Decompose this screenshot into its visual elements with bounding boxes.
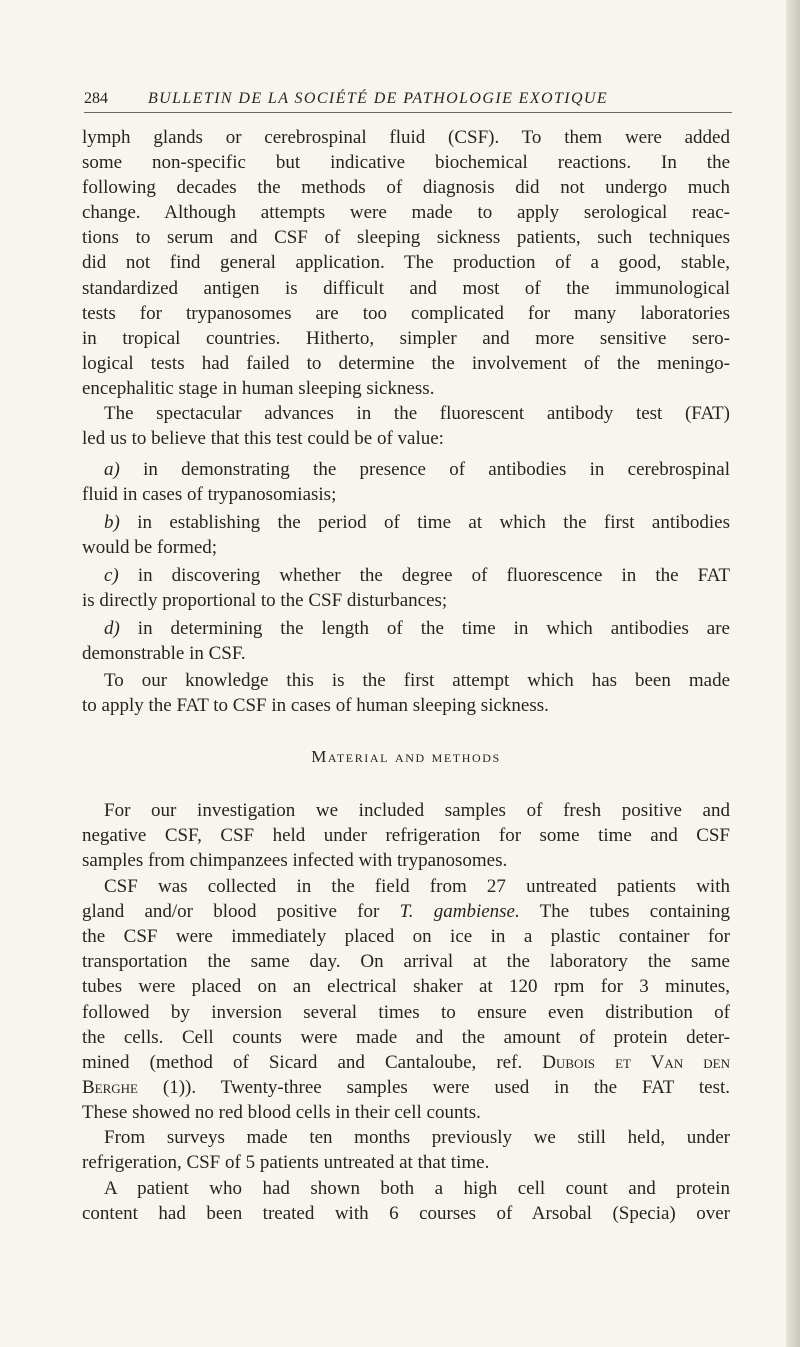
text-line: standardized antigen is difficult and most of the immunological: [82, 278, 730, 299]
list-text: in demonstrating the presence of antibodies in cerebrospinal: [119, 459, 730, 480]
list-marker: b): [104, 512, 120, 533]
text-line: [82, 899, 730, 925]
list-item-b: [104, 510, 730, 536]
text-run: gland and/or blood positive for: [82, 901, 400, 922]
text-run: (1)). Twenty-three samples were used in the FAT test.: [138, 1077, 730, 1098]
section-heading: Material and methods: [311, 747, 501, 766]
text-line: did not find general application. The production of a good, stable,: [82, 252, 730, 273]
text-line: tubes were placed on an electrical shaker at 120 rpm for 3 minutes,: [82, 976, 730, 997]
list-item-a: [104, 457, 730, 483]
text-line: following decades the methods of diagnosis did not undergo much: [82, 177, 730, 198]
page-header: [84, 86, 732, 113]
text-line: To our knowledge this is the first attempt which has been made: [104, 670, 730, 691]
text-line: The spectacular advances in the fluorescent antibody test (FAT): [104, 403, 730, 424]
list-text: in determining the length of the time in which antibodies are: [119, 618, 730, 639]
text-line: logical tests had failed to determine the involvement of the meningo-: [82, 353, 730, 374]
text-line: [82, 1050, 730, 1076]
list-marker: d): [104, 618, 120, 639]
text-line: transportation the same day. On arrival at the laboratory the same: [82, 951, 730, 972]
text-line: to apply the FAT to CSF in cases of human sleeping sickness.: [82, 695, 549, 716]
page-number: 284: [84, 90, 108, 107]
text-run: The tubes containing: [519, 901, 730, 922]
text-line: fluid in cases of trypanosomiasis;: [82, 484, 337, 505]
text-line: [82, 1075, 730, 1101]
text-line: followed by inversion several times to ensure even distribution of: [82, 1002, 730, 1023]
text-line: content had been treated with 6 courses of Arsobal (Specia) over: [82, 1203, 730, 1224]
text-line: samples from chimpanzees infected with trypanosomes.: [82, 850, 508, 871]
text-line: refrigeration, CSF of 5 patients untreated at that time.: [82, 1152, 490, 1173]
text-line: encephalitic stage in human sleeping sickness.: [82, 378, 435, 399]
list-item-c: [104, 563, 730, 589]
text-line: led us to believe that this test could be of value:: [82, 428, 444, 449]
text-line: CSF was collected in the field from 27 untreated patients with: [104, 876, 730, 897]
list-marker: c): [104, 565, 119, 586]
species-name: T. gambiense.: [399, 901, 520, 922]
page-edge-shadow: [786, 0, 800, 1347]
text-line: tests for trypanosomes are too complicated for many laboratories: [82, 303, 730, 324]
list-item-d: [104, 616, 730, 642]
list-marker: a): [104, 459, 120, 480]
text-line: negative CSF, CSF held under refrigeration for some time and CSF: [82, 825, 730, 846]
text-line: A patient who had shown both a high cell count and protein: [104, 1178, 730, 1199]
running-title: BULLETIN DE LA SOCIÉTÉ DE PATHOLOGIE EXOTIQUE: [148, 90, 609, 107]
text-line: lymph glands or cerebrospinal fluid (CSF). To them were added: [82, 127, 730, 148]
text-line: demonstrable in CSF.: [82, 643, 246, 664]
text-line: would be formed;: [82, 537, 218, 558]
text-line: For our investigation we included samples of fresh positive and: [104, 800, 730, 821]
text-line: From surveys made ten months previously we still held, under: [104, 1127, 730, 1148]
text-line: the cells. Cell counts were made and the amount of protein deter-: [82, 1027, 730, 1048]
text-line: change. Although attempts were made to apply serological reac-: [82, 202, 730, 223]
text-run: mined (method of Sicard and Cantaloube, ref.: [82, 1052, 543, 1073]
text-line: in tropical countries. Hitherto, simpler and more sensitive sero-: [82, 328, 730, 349]
text-line: These showed no red blood cells in their cell counts.: [82, 1102, 481, 1123]
list-text: in establishing the period of time at which the first antibodies: [119, 512, 730, 533]
text-line: is directly proportional to the CSF disturbances;: [82, 590, 448, 611]
text-line: tions to serum and CSF of sleeping sickness patients, such techniques: [82, 227, 730, 248]
author-reference: Dubois et Van den: [542, 1052, 730, 1073]
text-line: the CSF were immediately placed on ice in a plastic container for: [82, 926, 730, 947]
author-reference: Berghe: [82, 1077, 139, 1098]
list-text: in discovering whether the degree of fluorescence in the FAT: [118, 565, 730, 586]
text-line: some non-specific but indicative biochemical reactions. In the: [82, 152, 730, 173]
